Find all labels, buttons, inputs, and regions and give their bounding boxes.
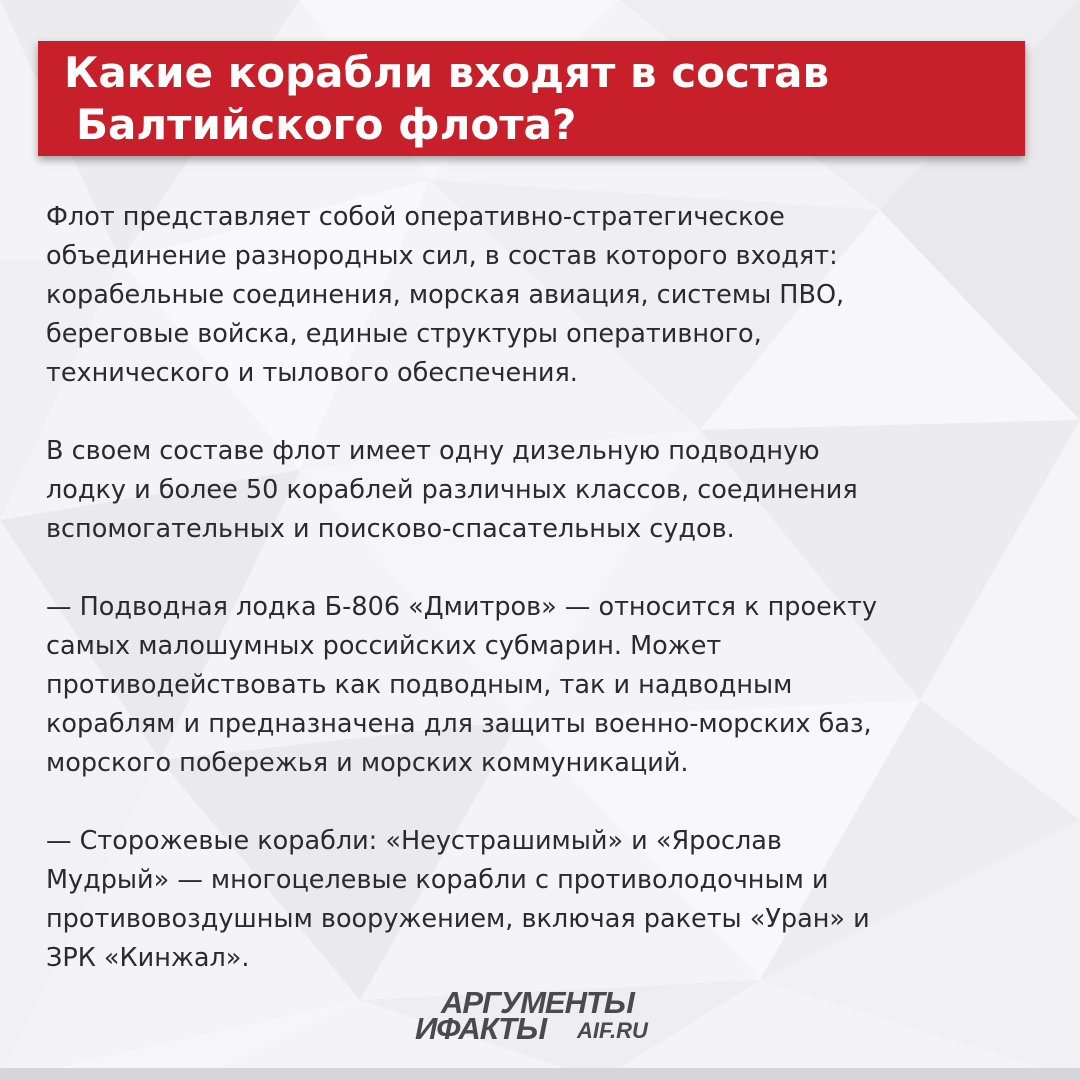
text-line: — Подводная лодка Б-806 «Дмитров» — относится к проекту <box>46 592 878 622</box>
text-line: береговые войска, единые структуры оперативного, <box>46 319 762 349</box>
text-line: корабельные соединения, морская авиация, системы ПВО, <box>46 280 845 310</box>
logo-site: AIF.RU <box>577 1018 648 1043</box>
text-line: В своем составе флот имеет одну дизельную подводную <box>46 436 820 466</box>
page-title-line-1: Какие корабли входят в состав <box>64 48 830 97</box>
text-line: лодку и более 50 кораблей различных классов, соединения <box>46 475 858 505</box>
text-line: технического и тылового обеспечения. <box>46 358 578 388</box>
article-body <box>46 198 1046 1020</box>
paragraph-fleet-size <box>46 432 1046 549</box>
text-line: морского побережья и морских коммуникаций. <box>46 748 689 778</box>
text-line: вспомогательных и поисково-спасательных судов. <box>46 514 735 544</box>
text-line: самых малошумных российских субмарин. Может <box>46 631 722 661</box>
text-line: противодействовать как подводным, так и надводным <box>46 670 793 700</box>
paragraph-submarine <box>46 588 1046 783</box>
text-line: Флот представляет собой оперативно-стратегическое <box>46 202 785 232</box>
paragraph-fleet-composition <box>46 198 1046 393</box>
text-line: объединение разнородных сил, в состав которого входят: <box>46 241 838 271</box>
title-banner <box>38 41 1025 156</box>
text-line: — Сторожевые корабли: «Неустрашимый» и «Ярослав <box>46 826 782 856</box>
paragraph-patrol-ships <box>46 822 1046 978</box>
text-line: кораблям и предназначена для защиты военно-морских баз, <box>46 709 872 739</box>
text-line: противовоздушным вооружением, включая ракеты «Уран» и <box>46 904 870 934</box>
logo-line-arguments: АРГУМЕНТЫ <box>441 985 634 1020</box>
text-line: Мудрый» — многоцелевые корабли с противолодочным и <box>46 865 829 895</box>
page-title-line-2: Балтийского флота? <box>76 100 577 149</box>
aif-logo <box>415 985 675 1048</box>
logo-line-facts: ИФАКТЫ <box>415 1011 547 1046</box>
text-line: ЗРК «Кинжал». <box>46 943 250 973</box>
